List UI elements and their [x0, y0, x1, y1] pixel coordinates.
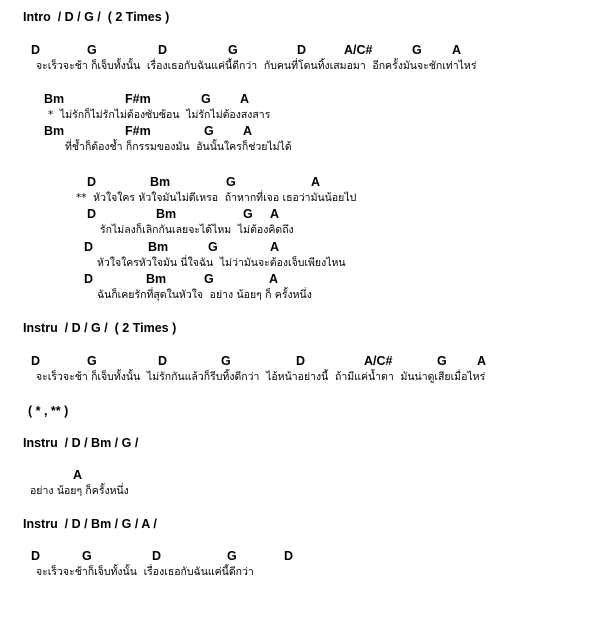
chord: D — [87, 175, 97, 189]
lyric-line: จะเร็วจะช้า ก็เจ็บทั้งนั้น ไม่รักกันแล้วก็รีบทิ้งดีกว่า ไอ้หน้าอย่างนี้ ถ้ามีแค่น้ำตา มันน่าดูเสียเมื่อไหร่ — [36, 371, 486, 383]
chord: D — [31, 43, 41, 57]
chord: G — [412, 43, 422, 57]
chord: G — [243, 207, 253, 221]
chord: Bm — [148, 240, 169, 254]
chord: G — [227, 549, 237, 563]
chord: F#m — [125, 124, 151, 138]
lyric-line: หัวใจใครหัวใจมัน นี่ใจฉัน ไม่ว่ามันจะต้องเจ็บเพียงไหน — [97, 257, 346, 269]
chord: D — [297, 43, 307, 57]
chord: D — [31, 549, 41, 563]
chord: G — [221, 354, 231, 368]
chord: G — [201, 92, 211, 106]
chord: Bm — [44, 92, 65, 106]
chord: A — [452, 43, 462, 57]
chord: D — [158, 354, 168, 368]
chord: G — [204, 272, 214, 286]
chord: D — [158, 43, 168, 57]
section-heading-instru: Instru / D / Bm / G / A / — [23, 517, 157, 531]
chord: A — [270, 207, 280, 221]
chord-line — [0, 273, 600, 287]
lyric-line: จะเร็วจะช้าก็เจ็บทั้งนั้น เรื่องเธอกับฉันแค่นี้ดีกว่า — [36, 566, 254, 578]
repeat-marker: ( * , ** ) — [28, 404, 69, 418]
chord: G — [87, 43, 97, 57]
chord: G — [82, 549, 92, 563]
chord-line — [0, 93, 600, 107]
lyric-line: ฉันก็เคยรักที่สุดในหัวใจ อย่าง น้อยๆ ก็ ครั้งหนึ่ง — [97, 289, 312, 301]
chord: G — [437, 354, 447, 368]
chord-line — [0, 355, 600, 369]
chord: A/C# — [364, 354, 393, 368]
lyric-line: อย่าง น้อยๆ ก็ครั้งหนึ่ง — [30, 485, 129, 497]
chord: G — [87, 354, 97, 368]
section-heading-instru: Instru / D / G / ( 2 Times ) — [23, 321, 177, 335]
chord: A — [269, 272, 279, 286]
chord: A — [477, 354, 487, 368]
chord: A — [243, 124, 253, 138]
chord: A — [270, 240, 280, 254]
lyric-line: ที่ช้ำก็ต้องช้ำ ก็กรรมของมัน อันนั้นใครก็ช่วยไม่ได้ — [65, 141, 292, 153]
section-heading-instru: Instru / D / Bm / G / — [23, 436, 139, 450]
lyric-line: ** หัวใจใคร หัวใจมันไม่ดีเหรอ ถ้าหากที่เจอ เธอว่ามันน้อยไป — [76, 192, 357, 204]
chord-line — [0, 176, 600, 190]
chord: D — [152, 549, 162, 563]
chord-line — [0, 125, 600, 139]
chord: G — [226, 175, 236, 189]
chord: D — [284, 549, 294, 563]
chord-line — [0, 550, 600, 564]
chord: Bm — [146, 272, 167, 286]
chord: A — [311, 175, 321, 189]
lyric-line: รักไม่ลงก็เลิกกันเลยจะได้ไหม ไม่ต้องคิดถึง — [100, 224, 294, 236]
chord: Bm — [156, 207, 177, 221]
chord: D — [31, 354, 41, 368]
lyric-line: จะเร็วจะช้า ก็เจ็บทั้งนั้น เรื่องเธอกับฉันแค่นี้ดีกว่า กับคนที่โดนทิ้งเสมอมา อีกครั้งมันจะชักเท่าไหร่ — [36, 60, 477, 72]
chord-line — [0, 208, 600, 222]
chord-line — [0, 469, 600, 483]
chord: A — [73, 468, 83, 482]
chord: D — [84, 272, 94, 286]
chord: G — [228, 43, 238, 57]
chord: Bm — [150, 175, 171, 189]
chord: A/C# — [344, 43, 373, 57]
lyric-line: * ไม่รักก็ไม่รักไม่ต้องซับซ้อน ไม่รักไม่ต้องสงสาร — [48, 109, 271, 121]
chord: F#m — [125, 92, 151, 106]
chord-line — [0, 44, 600, 58]
chord: D — [87, 207, 97, 221]
chord: G — [204, 124, 214, 138]
chord: D — [296, 354, 306, 368]
chord: D — [84, 240, 94, 254]
chord-line — [0, 241, 600, 255]
section-heading-intro: Intro / D / G / ( 2 Times ) — [23, 10, 170, 24]
chord: A — [240, 92, 250, 106]
chord: G — [208, 240, 218, 254]
chord: Bm — [44, 124, 65, 138]
